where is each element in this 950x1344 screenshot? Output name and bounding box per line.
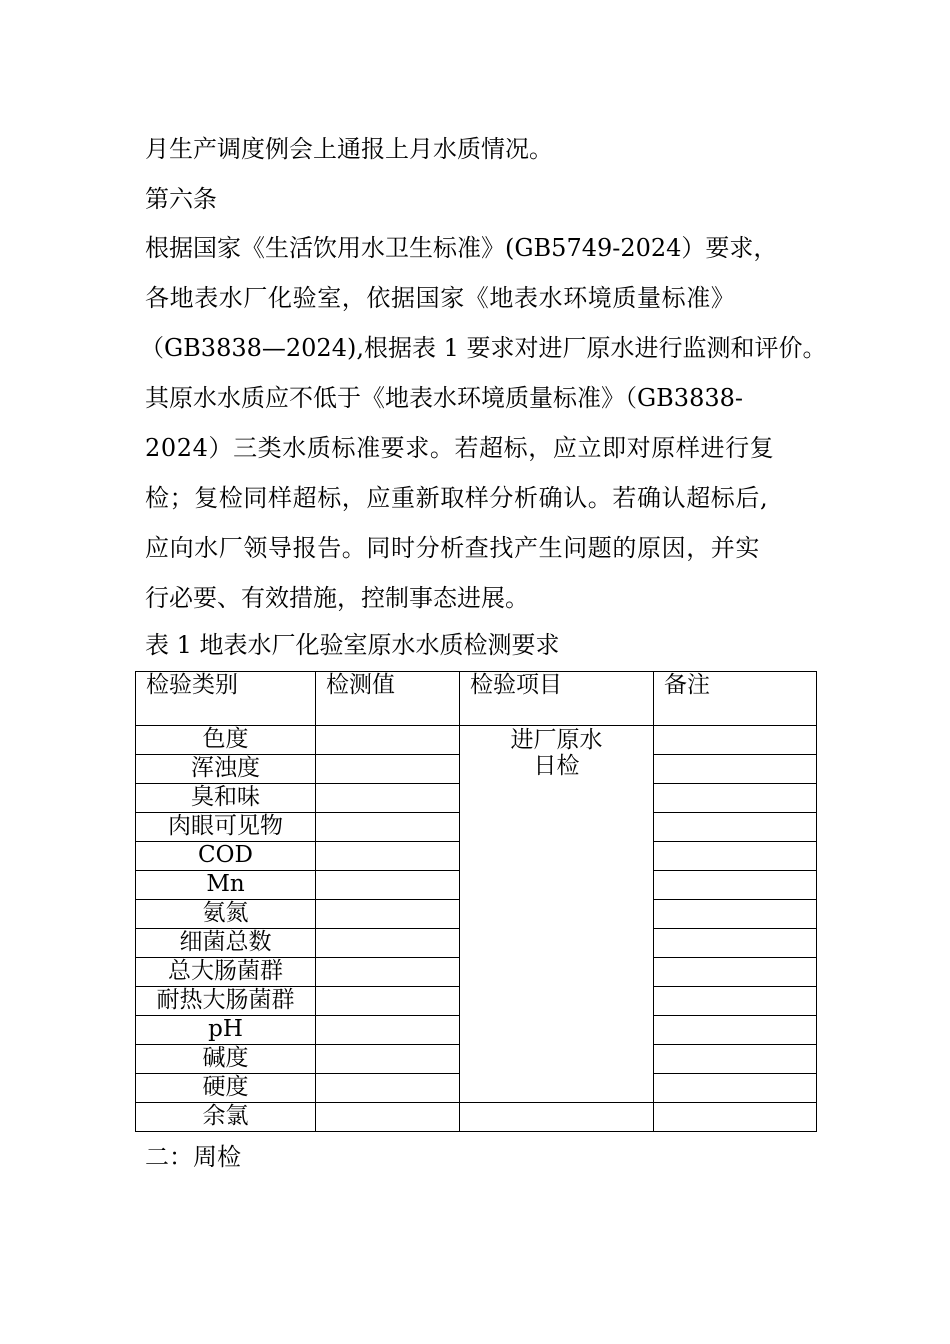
item-cell: 浑浊度: [136, 755, 316, 784]
value-cell: [316, 987, 460, 1016]
value-cell: [316, 929, 460, 958]
merged-item-line1: 进厂原水: [510, 727, 603, 753]
merged-item-line2: 日检: [533, 753, 580, 779]
item-cell: 硬度: [136, 1074, 316, 1103]
value-cell: [316, 1045, 460, 1074]
remark-cell: [654, 987, 817, 1016]
paragraph-line-7: 2024）三类水质标准要求。若超标，应立即对原样进行复: [145, 434, 775, 462]
merged-item-cell: [460, 726, 654, 1103]
item-cell: Mn: [136, 871, 316, 900]
paragraph-line-9: 应向水厂领导报告。同时分析查找产生问题的原因，并实: [145, 534, 760, 562]
table-row: [136, 1103, 817, 1132]
item-cell: COD: [136, 842, 316, 871]
paragraph-line-5: （GB3838—2024),根据表 1 要求对进厂原水进行监测和评价。: [140, 334, 827, 362]
item-empty-cell: [460, 1103, 654, 1132]
water-quality-table: [135, 671, 817, 1132]
remark-cell: [654, 1045, 817, 1074]
paragraph-line-10: 行必要、有效措施，控制事态进展。: [145, 584, 529, 612]
paragraph-line-3: 根据国家《生活饮用水卫生标准》(GB5749-2024）要求，: [145, 234, 778, 262]
remark-cell: [654, 1016, 817, 1045]
paragraph-line-6: 其原水水质应不低于《地表水环境质量标准》（GB3838-: [145, 384, 743, 412]
remark-cell: [654, 813, 817, 842]
item-cell: 臭和味: [136, 784, 316, 813]
remark-cell: [654, 900, 817, 929]
header-remark: 备注: [654, 672, 817, 726]
section-heading-weekly: 二：周检: [145, 1143, 241, 1171]
value-cell: [316, 900, 460, 929]
item-cell: 细菌总数: [136, 929, 316, 958]
item-cell: 余氯: [136, 1103, 316, 1132]
remark-cell: [654, 958, 817, 987]
remark-cell: [654, 726, 817, 755]
table-row: [136, 726, 817, 755]
remark-cell: [654, 1074, 817, 1103]
remark-cell: [654, 1103, 817, 1132]
item-cell: 耐热大肠菌群: [136, 987, 316, 1016]
value-cell: [316, 755, 460, 784]
item-cell: pH: [136, 1016, 316, 1045]
article-heading: 第六条: [145, 185, 217, 213]
paragraph-line-1: 月生产调度例会上通报上月水质情况。: [145, 135, 553, 163]
remark-cell: [654, 842, 817, 871]
header-item: 检验项目: [460, 672, 654, 726]
value-cell: [316, 784, 460, 813]
item-cell: 总大肠菌群: [136, 958, 316, 987]
value-cell: [316, 1016, 460, 1045]
table-caption: 表 1 地表水厂化验室原水水质检测要求: [145, 631, 560, 659]
value-cell: [316, 1103, 460, 1132]
remark-cell: [654, 784, 817, 813]
value-cell: [316, 842, 460, 871]
value-cell: [316, 958, 460, 987]
item-cell: 氨氮: [136, 900, 316, 929]
value-cell: [316, 1074, 460, 1103]
paragraph-line-4: 各地表水厂化验室，依据国家《地表水环境质量标准》: [145, 284, 736, 312]
remark-cell: [654, 929, 817, 958]
remark-cell: [654, 871, 817, 900]
table-header-row: [136, 672, 817, 726]
item-cell: 肉眼可见物: [136, 813, 316, 842]
header-value: 检测值: [316, 672, 460, 726]
paragraph-line-8: 检；复检同样超标，应重新取样分析确认。若确认超标后,: [145, 484, 769, 512]
item-cell: 碱度: [136, 1045, 316, 1074]
remark-cell: [654, 755, 817, 784]
header-category: 检验类别: [136, 672, 316, 726]
item-cell: 色度: [136, 726, 316, 755]
value-cell: [316, 813, 460, 842]
value-cell: [316, 726, 460, 755]
value-cell: [316, 871, 460, 900]
